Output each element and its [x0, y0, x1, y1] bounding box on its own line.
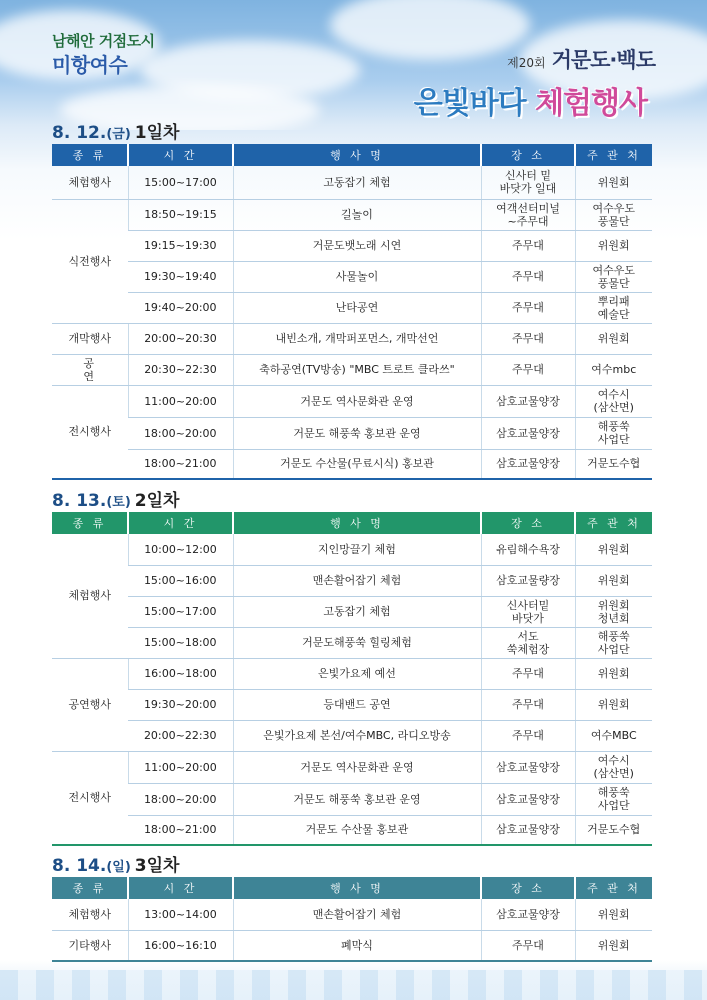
event-cell: 거문도 해풍쑥 홍보관 운영	[233, 417, 481, 449]
day1-section	[52, 122, 652, 480]
table-row	[52, 166, 652, 199]
day3-heading	[52, 855, 652, 877]
event-cell: 거문도 해풍쑥 홍보관 운영	[233, 783, 481, 815]
organizer-cell: 해풍쑥 사업단	[575, 627, 652, 658]
category-cell: 체험행사	[52, 899, 128, 930]
category-cell: 개막행사	[52, 323, 128, 354]
event-cell: 폐막식	[233, 930, 481, 961]
table-row	[52, 385, 652, 417]
time-cell: 18:00~21:00	[128, 449, 233, 479]
table-row	[52, 199, 652, 230]
header-organizer: 주 관 처	[575, 512, 652, 534]
table-row	[52, 783, 652, 815]
organizer-cell: 거문도수협	[575, 449, 652, 479]
organizer-cell: 위원회	[575, 534, 652, 565]
organizer-cell: 여수우도 풍물단	[575, 199, 652, 230]
day3-dow: (일)	[106, 860, 131, 875]
place-cell: 신사터밑 바닷가	[481, 596, 575, 627]
day3-date: 8. 14.	[52, 856, 107, 876]
day2-dow: (토)	[106, 495, 131, 510]
event-cell: 은빛가요제 예선	[233, 658, 481, 689]
event-cell: 거문도 수산물 홍보관	[233, 815, 481, 845]
place-cell: 삼호교물량장	[481, 565, 575, 596]
header-place: 장 소	[481, 512, 575, 534]
time-cell: 11:00~20:00	[128, 385, 233, 417]
category-cell: 체험행사	[52, 166, 128, 199]
event-cell: 거문도뱃노래 시연	[233, 230, 481, 261]
organizer-cell: 여수시 (삼산면)	[575, 385, 652, 417]
event-cell: 난타공연	[233, 292, 481, 323]
time-cell: 20:30~22:30	[128, 354, 233, 385]
edition-name: 거문도·백도	[551, 48, 655, 72]
category-cell: 공연행사	[52, 658, 128, 751]
festival-title	[414, 78, 647, 122]
table-row	[52, 261, 652, 292]
event-cell: 축하공연(TV방송) "MBC 트로트 클라쓰"	[233, 354, 481, 385]
time-cell: 15:00~17:00	[128, 596, 233, 627]
place-cell: 주무대	[481, 720, 575, 751]
organizer-cell: 위원회	[575, 899, 652, 930]
event-cell: 등대밴드 공연	[233, 689, 481, 720]
time-cell: 10:00~12:00	[128, 534, 233, 565]
place-cell: 삼호교물양장	[481, 449, 575, 479]
city-prefix: 미항	[52, 53, 90, 77]
festival-title-part1: 은빛바다	[413, 86, 526, 121]
category-cell: 기타행사	[52, 930, 128, 961]
table-row	[52, 323, 652, 354]
category-cell: 식전행사	[52, 199, 128, 323]
place-cell: 삼호교물양장	[481, 815, 575, 845]
day3-section	[52, 855, 652, 962]
header-category: 종 류	[52, 512, 128, 534]
time-cell: 19:15~19:30	[128, 230, 233, 261]
organizer-cell: 여수mbc	[575, 354, 652, 385]
organizer-cell: 여수MBC	[575, 720, 652, 751]
table-row	[52, 230, 652, 261]
table-row	[52, 720, 652, 751]
place-cell: 주무대	[481, 689, 575, 720]
day2-schedule-table	[52, 512, 652, 846]
table-row	[52, 627, 652, 658]
place-cell: 주무대	[481, 261, 575, 292]
day2-date: 8. 13.	[52, 491, 107, 511]
place-cell: 주무대	[481, 292, 575, 323]
table-row	[52, 658, 652, 689]
event-cell: 거문도 역사문화관 운영	[233, 751, 481, 783]
table-row	[52, 751, 652, 783]
organizer-cell: 여수시 (삼산면)	[575, 751, 652, 783]
place-cell: 서도 쑥체험장	[481, 627, 575, 658]
place-cell: 삼호교물양장	[481, 751, 575, 783]
day3-label: 3일차	[134, 856, 180, 876]
event-cell: 맨손활어잡기 체험	[233, 899, 481, 930]
organizer-cell: 위원회	[575, 689, 652, 720]
time-cell: 19:30~19:40	[128, 261, 233, 292]
organizer-cell: 위원회	[575, 323, 652, 354]
category-cell: 공연	[52, 354, 128, 385]
table-row	[52, 899, 652, 930]
category-cell: 체험행사	[52, 534, 128, 658]
header-place: 장 소	[481, 877, 575, 899]
organizer-cell: 위원회	[575, 658, 652, 689]
category-cell: 전시행사	[52, 751, 128, 845]
place-cell: 삼호교물양장	[481, 417, 575, 449]
organizer-cell: 위원회 청년회	[575, 596, 652, 627]
day1-heading	[52, 122, 652, 144]
edition-number: 제20회	[507, 56, 546, 70]
table-row	[52, 354, 652, 385]
organizer-cell: 뿌리패 예술단	[575, 292, 652, 323]
city-slogan: 남해안 거점도시	[52, 32, 155, 50]
organizer-cell: 위원회	[575, 930, 652, 961]
event-cell: 거문도해풍쑥 힐링체험	[233, 627, 481, 658]
time-cell: 18:00~20:00	[128, 417, 233, 449]
organizer-cell: 여수우도 풍물단	[575, 261, 652, 292]
header-category: 종 류	[52, 877, 128, 899]
table-row	[52, 596, 652, 627]
time-cell: 11:00~20:00	[128, 751, 233, 783]
header-organizer: 주 관 처	[575, 877, 652, 899]
day1-date: 8. 12.	[52, 123, 107, 143]
table-row	[52, 417, 652, 449]
table-header-row	[52, 144, 652, 166]
time-cell: 13:00~14:00	[128, 899, 233, 930]
header-event: 행 사 명	[233, 144, 481, 166]
organizer-cell: 해풍쑥 사업단	[575, 417, 652, 449]
table-header-row	[52, 877, 652, 899]
event-cell: 지인망끌기 체험	[233, 534, 481, 565]
table-header-row	[52, 512, 652, 534]
event-cell: 은빛가요제 본선/여수MBC, 라디오방송	[233, 720, 481, 751]
header-organizer: 주 관 처	[575, 144, 652, 166]
table-row	[52, 689, 652, 720]
place-cell: 삼호교물양장	[481, 783, 575, 815]
day1-dow: (금)	[106, 127, 131, 142]
event-cell: 맨손활어잡기 체험	[233, 565, 481, 596]
festival-edition	[507, 44, 655, 74]
table-row	[52, 292, 652, 323]
time-cell: 16:00~16:10	[128, 930, 233, 961]
event-cell: 고동잡기 체험	[233, 596, 481, 627]
day2-label: 2일차	[134, 491, 180, 511]
time-cell: 19:30~20:00	[128, 689, 233, 720]
header-time: 시 간	[128, 877, 233, 899]
time-cell: 18:50~19:15	[128, 199, 233, 230]
time-cell: 19:40~20:00	[128, 292, 233, 323]
event-cell: 사물놀이	[233, 261, 481, 292]
place-cell: 주무대	[481, 930, 575, 961]
organizer-cell: 거문도수협	[575, 815, 652, 845]
place-cell: 여객선터미널 ~주무대	[481, 199, 575, 230]
event-cell: 고동잡기 체험	[233, 166, 481, 199]
header-category: 종 류	[52, 144, 128, 166]
place-cell: 삼호교물양장	[481, 385, 575, 417]
event-cell: 길놀이	[233, 199, 481, 230]
place-cell: 주무대	[481, 230, 575, 261]
header-event: 행 사 명	[233, 877, 481, 899]
city-logo	[52, 30, 155, 78]
place-cell: 삼호교물양장	[481, 899, 575, 930]
table-row	[52, 815, 652, 845]
time-cell: 18:00~20:00	[128, 783, 233, 815]
header-time: 시 간	[128, 144, 233, 166]
time-cell: 20:00~22:30	[128, 720, 233, 751]
table-row	[52, 930, 652, 961]
place-cell: 주무대	[481, 658, 575, 689]
organizer-cell: 위원회	[575, 166, 652, 199]
city-name: 여수	[89, 53, 128, 77]
time-cell: 16:00~18:00	[128, 658, 233, 689]
place-cell: 주무대	[481, 354, 575, 385]
place-cell: 신사터 밑 바닷가 일대	[481, 166, 575, 199]
time-cell: 15:00~18:00	[128, 627, 233, 658]
decorative-wave-strip	[0, 970, 707, 1000]
table-row	[52, 449, 652, 479]
category-cell: 전시행사	[52, 385, 128, 479]
organizer-cell: 위원회	[575, 565, 652, 596]
time-cell: 15:00~16:00	[128, 565, 233, 596]
event-cell: 거문도 수산물(무료시식) 홍보관	[233, 449, 481, 479]
day3-schedule-table	[52, 877, 652, 962]
organizer-cell: 위원회	[575, 230, 652, 261]
header-place: 장 소	[481, 144, 575, 166]
organizer-cell: 해풍쑥 사업단	[575, 783, 652, 815]
day2-section	[52, 490, 652, 846]
place-cell: 유림해수욕장	[481, 534, 575, 565]
festival-title-part2: 체험행사	[535, 86, 647, 121]
place-cell: 주무대	[481, 323, 575, 354]
table-row	[52, 534, 652, 565]
time-cell: 15:00~17:00	[128, 166, 233, 199]
day1-label: 1일차	[134, 123, 180, 143]
day2-heading	[52, 490, 652, 512]
header-time: 시 간	[128, 512, 233, 534]
table-row	[52, 565, 652, 596]
time-cell: 18:00~21:00	[128, 815, 233, 845]
time-cell: 20:00~20:30	[128, 323, 233, 354]
header-event: 행 사 명	[233, 512, 481, 534]
event-cell: 내빈소개, 개막퍼포먼스, 개막선언	[233, 323, 481, 354]
event-cell: 거문도 역사문화관 운영	[233, 385, 481, 417]
day1-schedule-table	[52, 144, 652, 480]
